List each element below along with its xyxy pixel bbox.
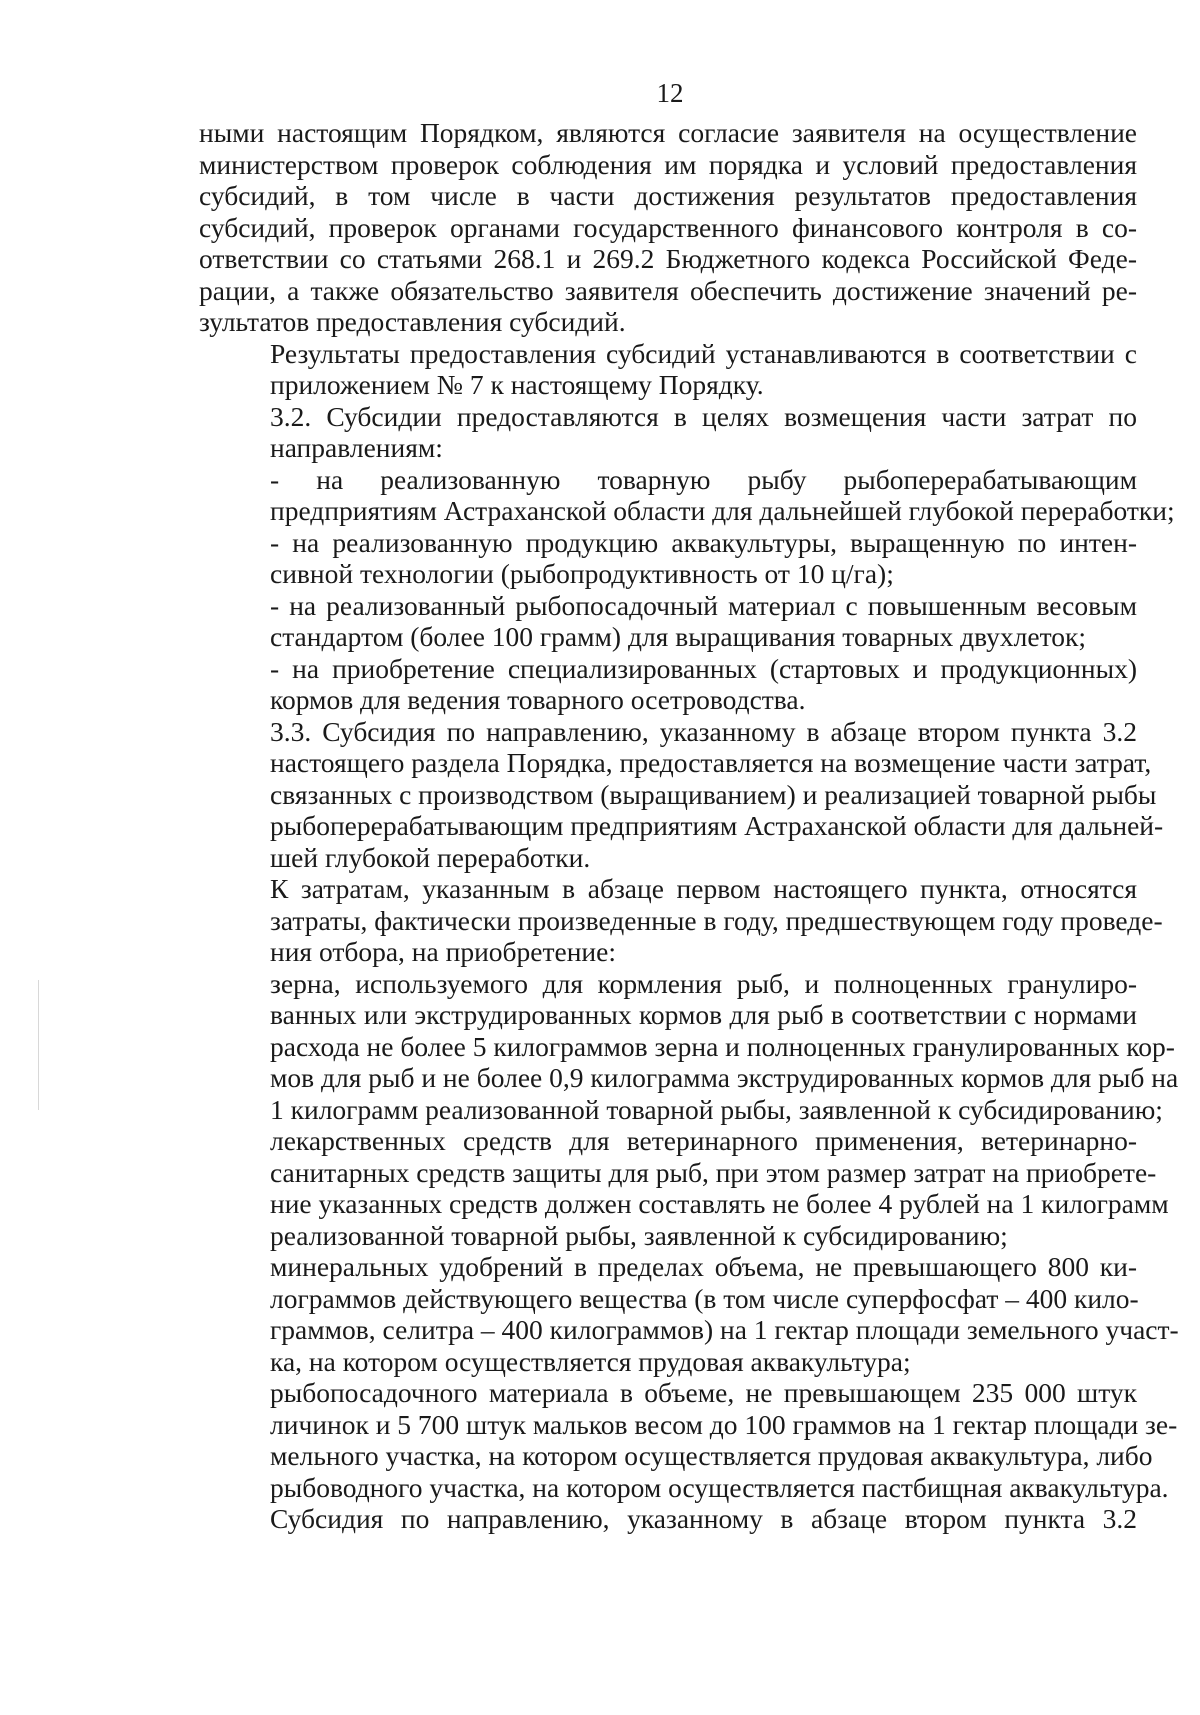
paragraph <box>199 1377 1178 1503</box>
text-line: направлениям: <box>270 432 443 463</box>
text-line: лекарственных средств для ветеринарного применения, ветеринарно- <box>270 1125 1137 1156</box>
text-line: К затратам, указанным в абзаце первом настоящего пункта, относятся <box>270 873 1137 904</box>
text-line: зерна, используемого для кормления рыб, и полноценных гранулиро- <box>270 967 1137 999</box>
paragraph <box>199 653 1137 716</box>
page-number: 12 <box>656 78 684 108</box>
paragraph <box>199 967 1179 1126</box>
text-line: Субсидия по направлению, указанному в абзаце втором пункта 3.2 <box>270 1503 1137 1534</box>
text-line: связанных с производством (выращиванием) и реализацией товарной рыбы <box>270 778 1157 810</box>
text-line: министерством проверок соблюдения им порядка и условий предоставления <box>199 148 1137 180</box>
text-line: граммов, селитра – 400 килограммов) на 1 гектар площади земельного участ- <box>270 1314 1179 1345</box>
text-line: ка, на котором осуществляется прудовая аквакультура; <box>270 1345 911 1377</box>
text-line: - на реализованный рыбопосадочный материал с повышенным весовым <box>270 589 1137 621</box>
text-line: рыбоводного участка, на котором осуществляется пастбищная аквакультура. <box>270 1471 1169 1503</box>
text-line: субсидий, проверок органами государственного финансового контроля в со- <box>199 211 1137 243</box>
paragraph <box>199 401 1137 464</box>
text-line: минеральных удобрений в пределах объема, не превышающего 800 ки- <box>270 1251 1137 1282</box>
text-line: 3.2. Субсидии предоставляются в целях возмещения части затрат по <box>270 400 1137 432</box>
paragraph <box>199 1503 1137 1535</box>
text-line: предприятиям Астраханской области для дальнейшей глубокой переработки; <box>270 495 1175 526</box>
text-line: настоящего раздела Порядка, предоставляется на возмещение части затрат, <box>270 747 1152 778</box>
text-line: 3.3. Субсидия по направлению, указанному в абзаце втором пункта 3.2 <box>270 715 1137 747</box>
text-line: - на реализованную продукцию аквакультуры, выращенную по интен- <box>270 526 1137 558</box>
text-line: - на реализованную товарную рыбу рыбоперерабатывающим <box>270 463 1137 495</box>
text-line: стандартом (более 100 грамм) для выращивания товарных двухлеток; <box>270 621 1086 652</box>
text-line: реализованной товарной рыбы, заявленной к субсидированию; <box>270 1219 1008 1251</box>
text-line: лограммов действующего вещества (в том числе суперфосфат – 400 кило- <box>270 1282 1139 1314</box>
document-body <box>199 117 1179 1535</box>
paragraph <box>199 1125 1169 1251</box>
text-line: приложением № 7 к настоящему Порядку. <box>270 369 764 400</box>
paragraph <box>199 715 1164 874</box>
text-line: ния отбора, на приобретение: <box>270 936 616 967</box>
text-line: субсидий, в том числе в части достижения результатов предоставления <box>199 180 1137 211</box>
text-line: ными настоящим Порядком, являются согласие заявителя на осуществление <box>199 117 1137 148</box>
paragraph <box>199 527 1137 590</box>
text-line: ответствии со статьями 268.1 и 269.2 Бюджетного кодекса Российской Феде- <box>199 243 1137 274</box>
text-line: рации, а также обязательство заявителя обеспечить достижение значений ре- <box>199 274 1137 306</box>
text-line: рыбопосадочного материала в объеме, не превышающем 235 000 штук <box>270 1377 1137 1408</box>
text-line: - на приобретение специализированных (стартовых и продукционных) <box>270 652 1137 684</box>
text-line: затраты, фактически произведенные в году, предшествующем году проведе- <box>270 904 1163 936</box>
text-line: Результаты предоставления субсидий устанавливаются в соответствии с <box>270 337 1137 369</box>
text-line: 1 килограмм реализованной товарной рыбы, заявленной к субсидированию; <box>270 1093 1163 1125</box>
text-line: кормов для ведения товарного осетроводства. <box>270 684 806 715</box>
scan-artifact <box>38 980 39 1110</box>
paragraph <box>199 463 1175 527</box>
text-line: шей глубокой переработки. <box>270 841 591 873</box>
text-line: мельного участка, на котором осуществляется прудовая аквакультура, либо <box>270 1440 1153 1471</box>
paragraph <box>199 1251 1179 1377</box>
text-line: ние указанных средств должен составлять не более 4 рублей на 1 килограмм <box>270 1188 1169 1219</box>
text-line: мов для рыб и не более 0,9 килограмма экструдированных кормов для рыб на <box>270 1062 1179 1093</box>
text-line: зультатов предоставления субсидий. <box>199 306 626 337</box>
paragraph <box>199 590 1137 653</box>
text-line: ванных или экструдированных кормов для рыб в соответствии с нормами <box>270 999 1137 1030</box>
text-line: рыбоперерабатывающим предприятиям Астраханской области для дальней- <box>270 810 1164 841</box>
paragraph <box>199 338 1137 401</box>
text-line: сивной технологии (рыбопродуктивность от 10 ц/га); <box>270 558 894 589</box>
text-line: расхода не более 5 килограммов зерна и полноценных гранулированных кор- <box>270 1030 1175 1062</box>
text-line: санитарных средств защиты для рыб, при этом размер затрат на приобрете- <box>270 1156 1157 1188</box>
paragraph <box>199 873 1163 968</box>
paragraph <box>199 117 1137 338</box>
text-line: личинок и 5 700 штук мальков весом до 100 граммов на 1 гектар площади зе- <box>270 1408 1178 1440</box>
